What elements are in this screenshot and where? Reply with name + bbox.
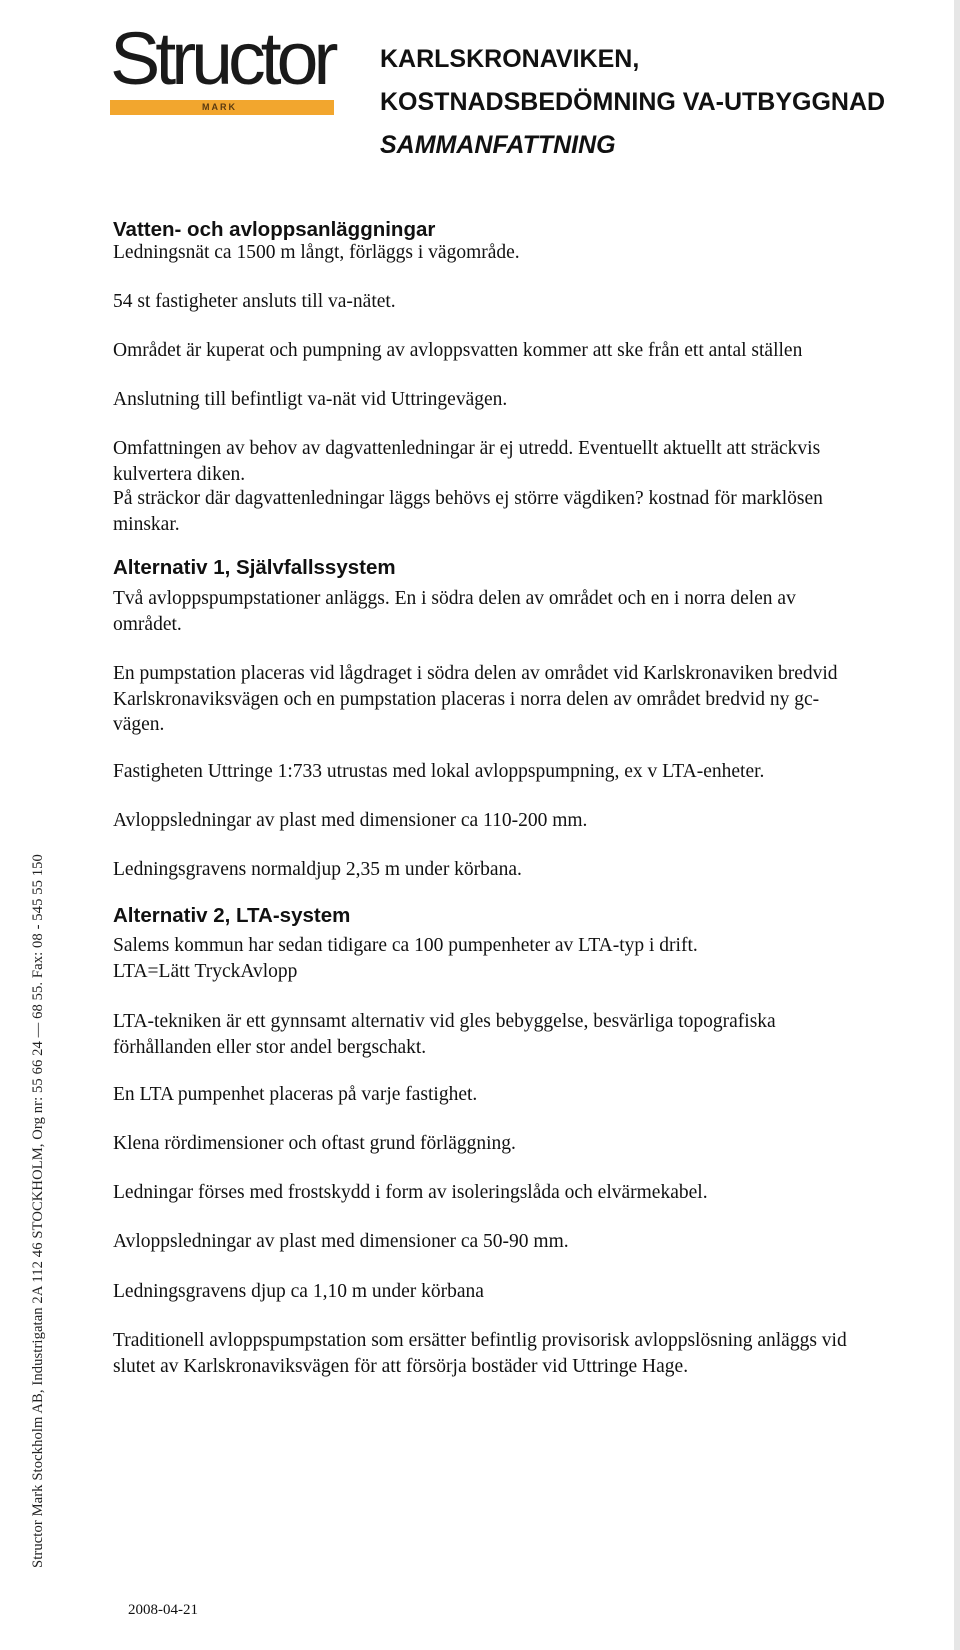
logo-subtitle: MARK [202,102,237,112]
paragraph: Traditionell avloppspumpstation som ersätter befintlig provisorisk avloppslösning anläggs vid slutet av Karlskronaviksvägen för att försörja bostäder vid Uttringe Hage. [113,1330,847,1377]
paragraph: Ledningsgravens djup ca 1,10 m under körbana [113,1281,484,1302]
paragraph: Ledningsgravens normaldjup 2,35 m under körbana. [113,859,522,880]
page-edge [954,0,960,1650]
section-heading-vatten: Vatten- och avloppsanläggningar [113,218,436,241]
logo-wordmark: Structor [110,17,334,100]
paragraph: Anslutning till befintligt va-nät vid Uttringevägen. [113,389,508,410]
paragraph: Avloppsledningar av plast med dimensioner ca 50-90 mm. [113,1231,569,1252]
paragraph: 54 st fastigheter ansluts till va-nätet. [113,291,396,312]
paragraph: LTA-tekniken är ett gynnsamt alternativ vid gles bebyggelse, besvärliga topografiska förhållanden eller stor andel bergschakt. [113,1011,776,1058]
structor-logo [110,17,334,116]
document-header [380,38,885,167]
paragraph: Avloppsledningar av plast med dimensioner ca 110-200 mm. [113,810,588,831]
paragraph: Omfattningen av behov av dagvattenledningar är ej utredd. Eventuellt aktuellt att sträckvis kulvertera diken. [113,438,821,485]
paragraph: Två avloppspumpstationer anläggs. En i södra delen av området och en i norra delen av området. [113,588,796,635]
paragraph: En LTA pumpenhet placeras på varje fastighet. [113,1084,478,1105]
header-line-1: KARLSKRONAVIKEN, [380,45,640,73]
paragraph: Ledningar förses med frostskydd i form av isoleringslåda och elvärmekabel. [113,1182,708,1203]
sidebar [0,0,46,1650]
section-heading-alt2: Alternativ 2, LTA-system [113,904,351,927]
paragraph: Klena rördimensioner och oftast grund förläggning. [113,1133,516,1154]
header-line-3: SAMMANFATTNING [380,131,616,159]
paragraph: Ledningsnät ca 1500 m långt, förläggs i vägområde. [113,242,520,263]
company-address-vertical: Structor Mark Stockholm AB, Industrigatan 2A 112 46 STOCKHOLM, Org nr: 55 66 24 — 68 55. Fax: 08 - 545 55 150 [30,854,46,1568]
paragraph: Området är kuperat och pumpning av avloppsvatten kommer att ske från ett antal ställen [113,340,803,361]
paragraph: En pumpstation placeras vid lågdraget i södra delen av området vid Karlskronaviken bredvid Karlskronaviksvägen och en pumpstation placeras i norra delen av området bredvid ny gc- vägen. [113,663,838,735]
paragraph: Salems kommun har sedan tidigare ca 100 pumpenheter av LTA-typ i drift. LTA=Lätt TryckAvlopp [113,935,698,982]
paragraph: Fastigheten Uttringe 1:733 utrustas med lokal avloppspumpning, ex v LTA-enheter. [113,761,765,782]
section-heading-alt1: Alternativ 1, Självfallssystem [113,556,396,579]
header-line-2: KOSTNADSBEDÖMNING VA-UTBYGGNAD [380,88,886,116]
footer-date: 2008-04-21 [128,1602,198,1618]
paragraph: På sträckor där dagvattenledningar läggs behövs ej större vägdiken? kostnad för marklösen minskar. [113,488,823,535]
